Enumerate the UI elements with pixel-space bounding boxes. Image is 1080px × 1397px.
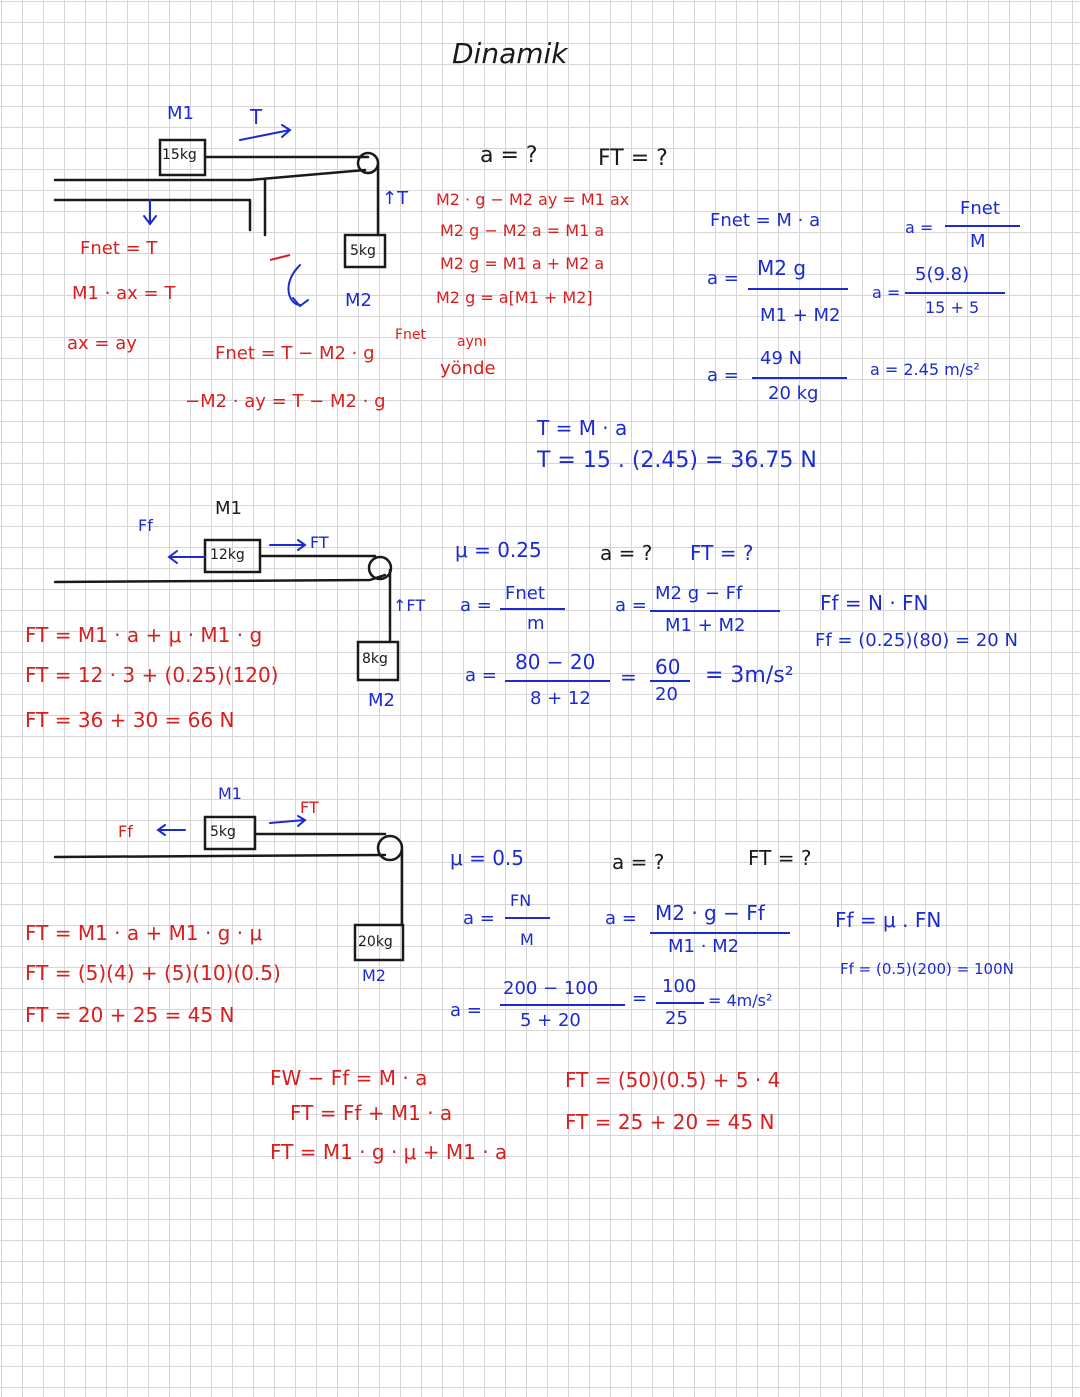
p2-a1-num: Fnet (505, 583, 545, 604)
right-a2-num: 5(9.8) (915, 264, 970, 285)
p2-a3-lhs: a = (465, 665, 497, 686)
p3-ft-eq-2: FT = (5)(4) + (5)(10)(0.5) (25, 961, 281, 985)
center-eq-2: M2 g − M2 a = M1 a (440, 221, 605, 240)
p2-eq: = (620, 665, 637, 689)
curved-arrow-icon (288, 265, 308, 306)
fraction-bar (505, 680, 610, 682)
center-eq-1: M2 · g − M2 ay = M1 ax (436, 190, 630, 209)
pulley-tension-label: ↑T (382, 188, 409, 209)
fraction-bar (650, 610, 780, 612)
m2-label: M2 (362, 966, 386, 985)
sol-a2-den: 20 kg (768, 383, 819, 404)
right-a-result: a = 2.45 m/s² (870, 360, 980, 379)
fraction-bar (500, 1004, 625, 1006)
bottom-eq-1: FW − Ff = M · a (270, 1066, 428, 1090)
fraction-bar (650, 932, 790, 934)
m2ay-eq: −M2 · ay = T − M2 · g (185, 391, 386, 412)
p3-eq: = (632, 988, 648, 1009)
fraction-bar (500, 608, 565, 610)
fraction-bar (945, 225, 1020, 227)
unknown-ft: FT = ? (598, 146, 668, 171)
center-eq-4: M2 g = a[M1 + M2] (436, 288, 593, 307)
p2-a2-den: M1 + M2 (665, 615, 746, 636)
mu-given: μ = 0.5 (450, 846, 525, 870)
sol-a-num: M2 g (757, 256, 807, 280)
note-fnet: Fnet (395, 327, 427, 343)
ft-label: FT (310, 533, 329, 552)
p2-a2-lhs: a = (615, 595, 647, 616)
ft-unknown: FT = ? (748, 846, 812, 870)
fraction-bar (748, 288, 848, 290)
m1-label: M1 (215, 498, 242, 519)
ff-label: Ff (118, 822, 133, 841)
arrow-down-icon (144, 200, 156, 224)
p3-a1-den: M (520, 930, 534, 949)
fraction-bar (650, 680, 690, 682)
ff-label: Ff (138, 516, 153, 535)
p3-a2-num: M2 · g − Ff (655, 901, 765, 925)
sol-a-den: M1 + M2 (760, 305, 841, 326)
ft-eq-1: FT = M1 · a + μ · M1 · g (25, 623, 263, 647)
p2-ff-1: Ff = N · FN (820, 591, 929, 615)
center-eq-3: M2 g = M1 a + M2 a (440, 254, 605, 273)
arrow-right-icon (270, 540, 305, 550)
ft-eq-3: FT = 36 + 30 = 66 N (25, 708, 235, 732)
bottom-eq-2: FT = Ff + M1 · a (290, 1101, 453, 1125)
p3-ft-eq-3: FT = 20 + 25 = 45 N (25, 1003, 235, 1027)
m1-mass: 12kg (210, 547, 245, 563)
m2-mass: 5kg (350, 243, 376, 259)
p2-a4-num: 60 (655, 655, 681, 679)
right-a-den: M (970, 231, 986, 252)
axay-eq: ax = ay (67, 333, 137, 354)
fraction-bar (752, 377, 847, 379)
ft-calc-1: FT = (50)(0.5) + 5 · 4 (565, 1068, 781, 1092)
p3-a3-den: 5 + 20 (520, 1010, 581, 1031)
p2-a3-den: 8 + 12 (530, 688, 591, 709)
p2-a4-den: 20 (655, 684, 678, 705)
p3-a3-num: 200 − 100 (503, 978, 599, 999)
m1-label: M1 (218, 784, 242, 803)
note-yonde: yönde (440, 358, 496, 379)
fraction-bar (505, 917, 550, 919)
p3-ft-eq-1: FT = M1 · a + M1 · g · μ (25, 921, 263, 945)
sol-a2-num: 49 N (760, 348, 803, 369)
m2-mass: 20kg (358, 934, 393, 950)
fraction-bar (656, 1002, 704, 1004)
sol-a2-lhs: a = (707, 365, 739, 386)
ft-eq-2: FT = 12 · 3 + (0.25)(120) (25, 663, 279, 687)
p3-a3-lhs: a = (450, 1000, 482, 1021)
unknown-a: a = ? (480, 143, 538, 168)
page-title: Dinamik (452, 37, 568, 70)
m2-label: M2 (368, 690, 395, 711)
ft-calc-2: FT = 25 + 20 = 45 N (565, 1110, 775, 1134)
p2-a1-den: m (527, 613, 545, 634)
m2-label: M2 (345, 290, 372, 311)
p3-a4-num: 100 (662, 976, 697, 997)
arrow-right-icon (270, 816, 305, 826)
p3-a-result: = 4m/s² (708, 991, 773, 1010)
p2-a-result: = 3m/s² (705, 663, 794, 688)
p2-ff-2: Ff = (0.25)(80) = 20 N (815, 630, 1018, 651)
tension-label: T (250, 105, 263, 129)
p2-a1-lhs: a = (460, 595, 492, 616)
m1-mass: 15kg (162, 147, 197, 163)
m1ax-eq: M1 · ax = T (72, 283, 176, 304)
arrow-right-icon (240, 125, 290, 140)
bottom-eq-3: FT = M1 · g · μ + M1 · a (270, 1140, 508, 1164)
p3-a2-den: M1 · M2 (668, 936, 740, 957)
m1-mass: 5kg (210, 824, 236, 840)
arrow-left-icon (158, 825, 185, 835)
p3-a4-den: 25 (665, 1008, 688, 1029)
a-unknown: a = ? (612, 850, 665, 874)
p3-ff-2: Ff = (0.5)(200) = 100N (840, 960, 1014, 978)
p2-a2-num: M2 g − Ff (655, 583, 743, 604)
fraction-bar (905, 292, 1005, 294)
p3-ff-1: Ff = μ . FN (835, 908, 942, 932)
m2-mass: 8kg (362, 651, 388, 667)
fnet-m2-eq: Fnet = T − M2 · g (215, 343, 375, 364)
pulley-3 (378, 836, 402, 860)
right-a-lhs: a = (905, 218, 934, 237)
right-a2-lhs: a = (872, 283, 901, 302)
right-a-num: Fnet (960, 198, 1000, 219)
ft-unknown: FT = ? (690, 541, 754, 565)
fnet-eq: Fnet = T (80, 238, 158, 259)
ft-pulley-label: ↑FT (393, 596, 426, 615)
p3-a1-lhs: a = (463, 908, 495, 929)
t-value: T = 15 . (2.45) = 36.75 N (537, 448, 817, 473)
sol-a-lhs: a = (707, 268, 739, 289)
p2-a3-num: 80 − 20 (515, 650, 596, 674)
note-ayni: aynı (457, 334, 487, 350)
ft-label: FT (300, 798, 319, 817)
m1-label: M1 (167, 103, 194, 124)
mu-given: μ = 0.25 (455, 538, 542, 562)
p3-a2-lhs: a = (605, 908, 637, 929)
a-unknown: a = ? (600, 541, 653, 565)
arrow-left-icon (169, 551, 205, 563)
right-a2-den: 15 + 5 (925, 298, 980, 317)
t-ma: T = M · a (537, 416, 628, 440)
fnet-ma: Fnet = M · a (710, 210, 821, 231)
p3-a1-num: FN (510, 891, 532, 910)
